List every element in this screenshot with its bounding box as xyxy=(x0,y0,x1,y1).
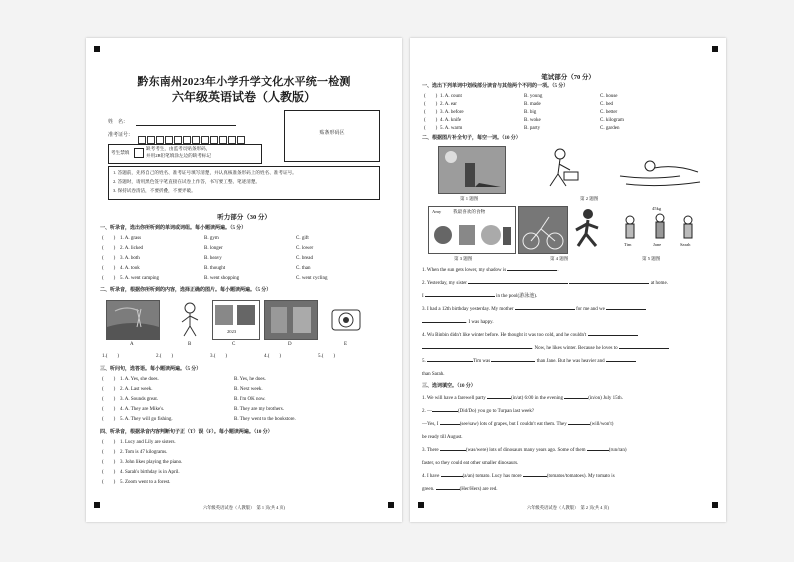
answer-slot[interactable]: 1.( ) xyxy=(102,354,120,359)
answer-bracket[interactable]: ( ) xyxy=(102,417,116,422)
picture-a-landscape xyxy=(106,300,160,340)
picture-1-shadow xyxy=(438,146,506,194)
corner-mark xyxy=(94,46,100,52)
instruction-3: 3. 保持试卷清洁，不要折叠，不要弄破。 xyxy=(113,188,196,193)
answer-bracket[interactable]: ( ) xyxy=(102,256,116,261)
option-a: 3. A. before xyxy=(440,110,464,115)
blank[interactable] xyxy=(523,476,547,477)
answer-bracket[interactable]: ( ) xyxy=(424,94,438,99)
picture-3-banner: 我最喜欢的食物 xyxy=(453,209,486,214)
sentence-3b: . I was happy. xyxy=(422,320,494,326)
option-b: B. They are my brothers. xyxy=(234,407,284,412)
picture-5-kids xyxy=(616,206,706,252)
pic-letter-c: C xyxy=(232,342,236,347)
option-a: 3. A. both xyxy=(120,256,140,261)
blank[interactable] xyxy=(440,450,466,451)
absent-note-1: 缺考考生，由监考员贴条形码， xyxy=(146,146,211,151)
answer-bracket[interactable]: ( ) xyxy=(102,480,116,485)
w-section-3-title: 三、选词填空。（10 分） xyxy=(422,384,476,389)
blank[interactable] xyxy=(432,411,458,412)
picture-2-activities xyxy=(530,146,706,192)
option-b: B. Next week. xyxy=(234,387,263,392)
picture-3-name: Amy xyxy=(432,209,442,214)
section-3-title: 三、听问句，选答语。每小题读两遍。（5 分） xyxy=(100,367,202,372)
blank[interactable] xyxy=(427,361,473,362)
answer-slot[interactable]: 4.( ) xyxy=(264,354,282,359)
sentence-4b: . Now, he likes winter. Because he loves to xyxy=(422,346,669,352)
option-a: 2. A. ear xyxy=(440,102,457,107)
blank[interactable] xyxy=(422,322,466,323)
sentence-5b: than Sarah. xyxy=(422,372,445,377)
blank[interactable] xyxy=(619,348,669,349)
kid-name: Tim xyxy=(624,242,632,247)
w-section-1-title: 一、选出下列单词中划线部分读音与其他两个不同的一项。（5 分） xyxy=(422,84,569,89)
blank[interactable] xyxy=(587,450,609,451)
pic-label-4: 第 4 题图 xyxy=(550,256,569,261)
answer-bracket[interactable]: ( ) xyxy=(102,246,116,251)
kid-name: Jane xyxy=(653,242,662,247)
sentence-1: 1. When the sun gets lower, my shadow is . xyxy=(422,268,559,273)
blank[interactable] xyxy=(487,398,511,399)
absent-label: 考生禁填 xyxy=(111,150,130,155)
answer-bracket[interactable]: ( ) xyxy=(102,387,116,392)
picture-d-poster xyxy=(264,300,318,340)
answer-bracket[interactable]: ( ) xyxy=(102,276,116,281)
answer-bracket[interactable]: ( ) xyxy=(102,236,116,241)
option-c: C. bed xyxy=(600,102,614,107)
section-4-title: 四、听录音，根据录音内容判断句子正（T）误（F）。每小题读两遍。（10 分） xyxy=(100,430,273,435)
choice-4a: 4. I have (a/an) tomato. Lucy has more (tomatos/tomatoes). My tomato is xyxy=(422,474,615,479)
answer-slot[interactable]: 5.( ) xyxy=(318,354,336,359)
exam-page-2 xyxy=(410,38,726,522)
picture-c-year: 2023 xyxy=(227,329,237,334)
written-title: 笔试部分（70 分） xyxy=(541,74,595,81)
choice-3a: 3. There (was/were) lots of dinosaurs many years ago. Some of them (run/ran) xyxy=(422,448,627,453)
option-c: C. went cycling xyxy=(296,276,328,281)
blank[interactable] xyxy=(440,424,460,425)
choice-3b: faster, so they could eat other smaller dinosaurs. xyxy=(422,461,519,466)
exam-title: 黔东南州2023年小学升学文化水平统一检测 xyxy=(137,76,351,88)
statement: 2. Tom is 47 kilograms. xyxy=(120,450,168,455)
option-a: 1. A. Yes, she does. xyxy=(120,377,159,382)
exam-page-1 xyxy=(86,38,402,522)
answer-bracket[interactable]: ( ) xyxy=(102,377,116,382)
answer-bracket[interactable]: ( ) xyxy=(424,118,438,123)
blank[interactable] xyxy=(606,361,636,362)
section-1-title: 一、听录音，选出你所听到的单词或词组。每小题读两遍。（5 分） xyxy=(100,226,247,231)
pic-letter-e: E xyxy=(344,342,348,347)
exam-subtitle: 六年级英语试卷（人教版） xyxy=(171,90,316,104)
blank[interactable] xyxy=(515,309,575,310)
blank[interactable] xyxy=(491,361,535,362)
option-b: B. made xyxy=(524,102,541,107)
option-a: 2. A. Last week. xyxy=(120,387,153,392)
option-b: B. party xyxy=(524,126,541,131)
corner-mark xyxy=(712,46,718,52)
statement: 5. Zoom went to a forest. xyxy=(120,480,171,485)
answer-slot[interactable]: 2.( ) xyxy=(156,354,174,359)
option-b: B. woke xyxy=(524,118,541,123)
choice-4b: green. (Her/Hers) are red. xyxy=(422,487,498,492)
blank[interactable] xyxy=(568,424,590,425)
answer-bracket[interactable]: ( ) xyxy=(424,102,438,107)
option-c: C. lower xyxy=(296,246,314,251)
option-b: B. longer xyxy=(204,246,223,251)
option-a: 5. A. They will go fishing. xyxy=(120,417,173,422)
option-a: 5. A. went camping xyxy=(120,276,160,281)
option-c: C. bread xyxy=(296,256,313,261)
option-a: 4. A. They are Mike's. xyxy=(120,407,165,412)
pic-label-5: 第 5 题图 xyxy=(642,256,661,261)
pic-letter-a: A xyxy=(130,342,134,347)
option-b: B. young xyxy=(524,94,543,99)
option-b: B. Yes, he does. xyxy=(234,377,266,382)
picture-4-cycling xyxy=(518,206,568,254)
instruction-1: 1. 答题前，先将自己的姓名、准考证号填写清楚，并认真核准条形码上的姓名、准考证号。 xyxy=(113,170,297,175)
option-a: 2. A. licked xyxy=(120,246,144,251)
option-c: C. than xyxy=(296,266,311,271)
picture-e-camera xyxy=(324,300,368,338)
blank[interactable] xyxy=(507,270,557,271)
absent-checkbox[interactable] xyxy=(134,148,144,158)
sentence-3a: 3. I had a 12th birthday yesterday. My mother for me and we xyxy=(422,307,646,313)
option-c: C. gift xyxy=(296,236,309,241)
option-a: 3. A. Sounds great. xyxy=(120,397,159,402)
option-c: C. garden xyxy=(600,126,620,131)
option-a: 4. A. knife xyxy=(440,118,462,123)
answer-bracket[interactable]: ( ) xyxy=(424,126,438,131)
choice-2b: —Yes, I (see/saw) lots of grapes, but I couldn't eat them. They (will/won't) xyxy=(422,422,614,427)
option-a: 1. A. count xyxy=(440,94,462,99)
option-b: B. thought xyxy=(204,266,226,271)
choice-2c: be ready till August. xyxy=(422,435,463,440)
pic-label-3: 第 3 题图 xyxy=(454,256,473,261)
answer-bracket[interactable]: ( ) xyxy=(102,460,116,465)
pic-label-1: 第 1 题图 xyxy=(460,196,479,201)
choice-1: 1. We will have a farewell party (in/at) 6:00 in the evening (in/on) July 15th. xyxy=(422,396,623,401)
w-section-2-title: 二、根据图片补全句子，每空一词。（10 分） xyxy=(422,136,521,141)
absent-note-2: 并用2B铅笔填涂左边的缺考标记 xyxy=(146,153,212,158)
option-a: 5. A. warm xyxy=(440,126,463,131)
page-footer: 六年级英语试卷（人教版） 第 2 页(共 4 页) xyxy=(526,505,610,510)
option-a: 1. A. grass xyxy=(120,236,142,241)
listening-title: 听力部分（30 分） xyxy=(217,214,271,221)
name-field[interactable] xyxy=(136,125,236,126)
blank[interactable] xyxy=(436,489,460,490)
blank[interactable] xyxy=(468,283,568,284)
sentence-2b: I in the pool(游泳池). xyxy=(422,294,538,299)
page-footer: 六年级英语试卷（人教版） 第 1 页(共 4 页) xyxy=(202,505,286,510)
blank[interactable] xyxy=(569,283,649,284)
option-b: B. gym xyxy=(204,236,219,241)
blank[interactable] xyxy=(606,309,646,310)
option-b: B. heavy xyxy=(204,256,222,261)
instruction-2: 2. 答题时，请用黑色签字笔直接在试卷上作答，书写要工整、笔迹清楚。 xyxy=(113,179,261,184)
answer-bracket[interactable]: ( ) xyxy=(102,440,116,445)
sentence-2a: 2. Yesterday, my sister at home. xyxy=(422,281,668,286)
pic-letter-b: B xyxy=(188,342,192,347)
statement: 3. John likes playing the piano. xyxy=(120,460,183,465)
kid-name: Sarah xyxy=(680,242,691,247)
option-b: B. I'm OK now. xyxy=(234,397,266,402)
answer-bracket[interactable]: ( ) xyxy=(102,266,116,271)
answer-slot[interactable]: 3.( ) xyxy=(210,354,228,359)
sentence-4a: 4. Wu Binbin didn't like winter before. He thought it was too cold, and he couldn't xyxy=(422,333,638,339)
picture-b-person xyxy=(172,300,208,338)
option-c: C. better xyxy=(600,110,618,115)
answer-bracket[interactable]: ( ) xyxy=(102,397,116,402)
blank[interactable] xyxy=(588,335,638,336)
option-b: B. They went to the bookstore. xyxy=(234,417,296,422)
pic-letter-d: D xyxy=(288,342,292,347)
section-2-title: 二、听录音，根据你所听到的内容，选择正确的图片。每小题读两遍。（5 分） xyxy=(100,288,272,293)
picture-c-calendar xyxy=(212,300,260,340)
blank[interactable] xyxy=(422,348,532,349)
choice-2a: 2. — (Did/Do) you go to Turpan last week? xyxy=(422,409,535,414)
answer-bracket[interactable]: ( ) xyxy=(424,110,438,115)
pic-label-2: 第 2 题图 xyxy=(580,196,599,201)
name-label: 姓 名： xyxy=(108,120,129,125)
id-label: 准考证号： xyxy=(108,133,134,138)
statement: 1. Lucy and Lily are sisters. xyxy=(120,440,176,445)
answer-bracket[interactable]: ( ) xyxy=(102,470,116,475)
option-b: B. went shopping xyxy=(204,276,240,281)
answer-bracket[interactable]: ( ) xyxy=(102,407,116,412)
barcode-label: 贴条形码区 xyxy=(319,131,345,136)
blank[interactable] xyxy=(441,476,463,477)
sentence-5a: 5. Tim was than Jane. But he was heavier and xyxy=(422,359,636,365)
option-a: 4. A. took xyxy=(120,266,140,271)
option-c: C. house xyxy=(600,94,618,99)
statement: 4. Sarah's birthday is in April. xyxy=(120,470,180,475)
blank[interactable] xyxy=(564,398,588,399)
picture-5-tag: 45kg xyxy=(652,206,662,211)
option-b: B. big xyxy=(524,110,537,115)
blank[interactable] xyxy=(425,296,495,297)
picture-3-food xyxy=(428,206,516,254)
answer-bracket[interactable]: ( ) xyxy=(102,450,116,455)
picture-4b-runner xyxy=(570,206,606,252)
option-c: C. kilogram xyxy=(600,118,624,123)
